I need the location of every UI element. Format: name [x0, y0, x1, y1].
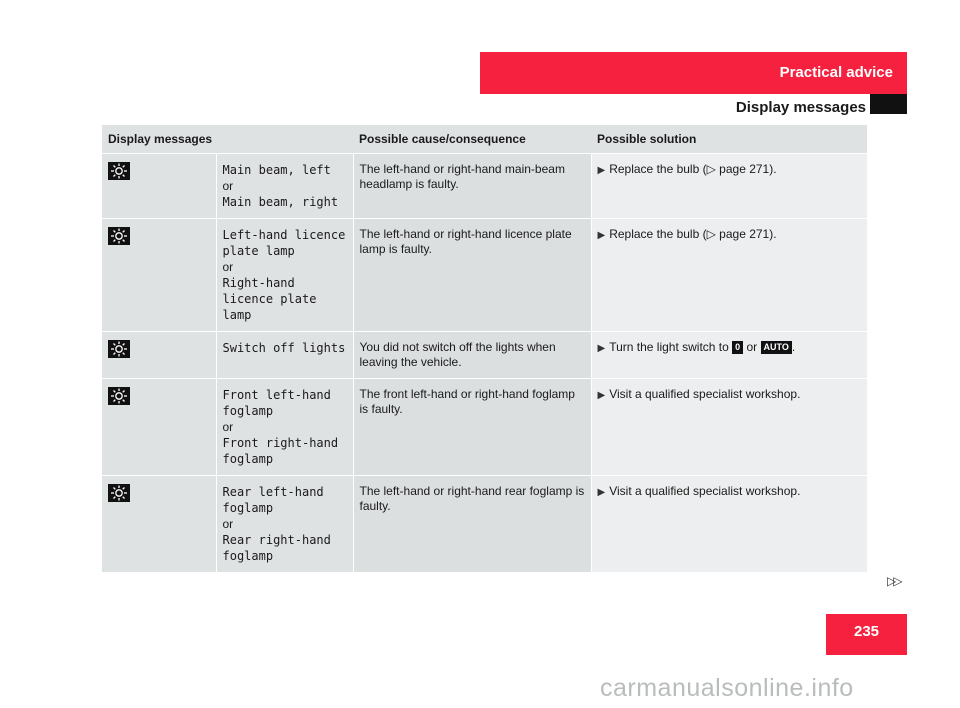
continue-marker: ▷▷ — [887, 574, 900, 588]
action-arrow-icon: ▶ — [597, 230, 606, 241]
page-ref-icon: ▷ — [706, 227, 716, 241]
page-number: 235 — [826, 614, 907, 655]
message-line: Front left-hand foglamp — [222, 388, 331, 418]
display-messages-table — [102, 125, 867, 573]
col-header-cause: Possible cause/consequence — [353, 125, 591, 154]
page-ref-icon: ▷ — [706, 162, 716, 176]
message-line: Rear right-hand foglamp — [222, 533, 331, 563]
bulb-icon — [108, 162, 130, 180]
section-title: Practical advice — [779, 64, 893, 81]
solution-text: Replace the bulb ( — [609, 227, 707, 241]
solution-text: or — [743, 340, 761, 354]
message-text-cell — [216, 219, 353, 332]
message-text-cell — [216, 154, 353, 219]
message-icon-cell — [102, 219, 216, 332]
solution-cell — [591, 219, 867, 332]
action-arrow-icon: ▶ — [597, 390, 606, 401]
solution-text: page 271). — [715, 162, 777, 176]
solution-text: . — [791, 340, 796, 354]
solution-text: page 271). — [715, 227, 777, 241]
col-header-solution: Possible solution — [591, 125, 867, 154]
table-row — [102, 154, 867, 219]
message-line: Main beam, left — [222, 163, 331, 177]
message-or-separator: or — [222, 179, 234, 193]
bulb-icon — [108, 227, 130, 245]
message-line: Rear left-hand foglamp — [222, 485, 324, 515]
cause-cell: The left-hand or right-hand licence plate lamp is faulty. — [353, 219, 591, 332]
table-row — [102, 332, 867, 379]
message-icon-cell — [102, 476, 216, 573]
message-line: Main beam, right — [222, 195, 339, 209]
solution-cell — [591, 379, 867, 476]
light-switch-off-key-icon: 0 — [732, 341, 743, 354]
subsection-title: Display messages — [735, 99, 866, 116]
solution-cell — [591, 154, 867, 219]
message-text-cell — [216, 379, 353, 476]
solution-text: Replace the bulb ( — [609, 162, 707, 176]
header-tab-marker — [870, 94, 907, 114]
table-header-row — [102, 125, 867, 154]
cause-cell: The front left-hand or right-hand foglamp is faulty. — [353, 379, 591, 476]
solution-cell — [591, 332, 867, 379]
message-icon-cell — [102, 379, 216, 476]
solution-text: Visit a qualified specialist workshop. — [609, 387, 801, 401]
message-icon-cell — [102, 332, 216, 379]
table-row — [102, 219, 867, 332]
message-text-cell — [216, 476, 353, 573]
solution-text: Turn the light switch to — [609, 340, 733, 354]
table-row — [102, 476, 867, 573]
message-or-separator: or — [222, 517, 234, 531]
solution-cell — [591, 476, 867, 573]
message-line: Switch off lights — [222, 341, 346, 355]
message-line: Left-hand licence plate lamp — [222, 228, 346, 258]
bulb-icon — [108, 387, 130, 405]
cause-cell: You did not switch off the lights when leaving the vehicle. — [353, 332, 591, 379]
cause-cell: The left-hand or right-hand main-beam headlamp is faulty. — [353, 154, 591, 219]
col-header-display-messages: Display messages — [102, 125, 353, 154]
header-band — [480, 52, 907, 94]
cause-cell: The left-hand or right-hand rear foglamp is faulty. — [353, 476, 591, 573]
solution-text: Visit a qualified specialist workshop. — [609, 484, 801, 498]
message-or-separator: or — [222, 260, 234, 274]
message-text-cell — [216, 332, 353, 379]
message-line: Right-hand licence plate lamp — [222, 276, 317, 322]
message-icon-cell — [102, 154, 216, 219]
table-row — [102, 379, 867, 476]
bulb-icon — [108, 340, 130, 358]
watermark-text: carmanualsonline.info — [600, 674, 854, 702]
action-arrow-icon: ▶ — [597, 343, 606, 354]
light-switch-auto-key-icon: AUTO — [761, 341, 792, 354]
action-arrow-icon: ▶ — [597, 487, 606, 498]
action-arrow-icon: ▶ — [597, 165, 606, 176]
bulb-icon — [108, 484, 130, 502]
message-line: Front right-hand foglamp — [222, 436, 339, 466]
message-or-separator: or — [222, 420, 234, 434]
